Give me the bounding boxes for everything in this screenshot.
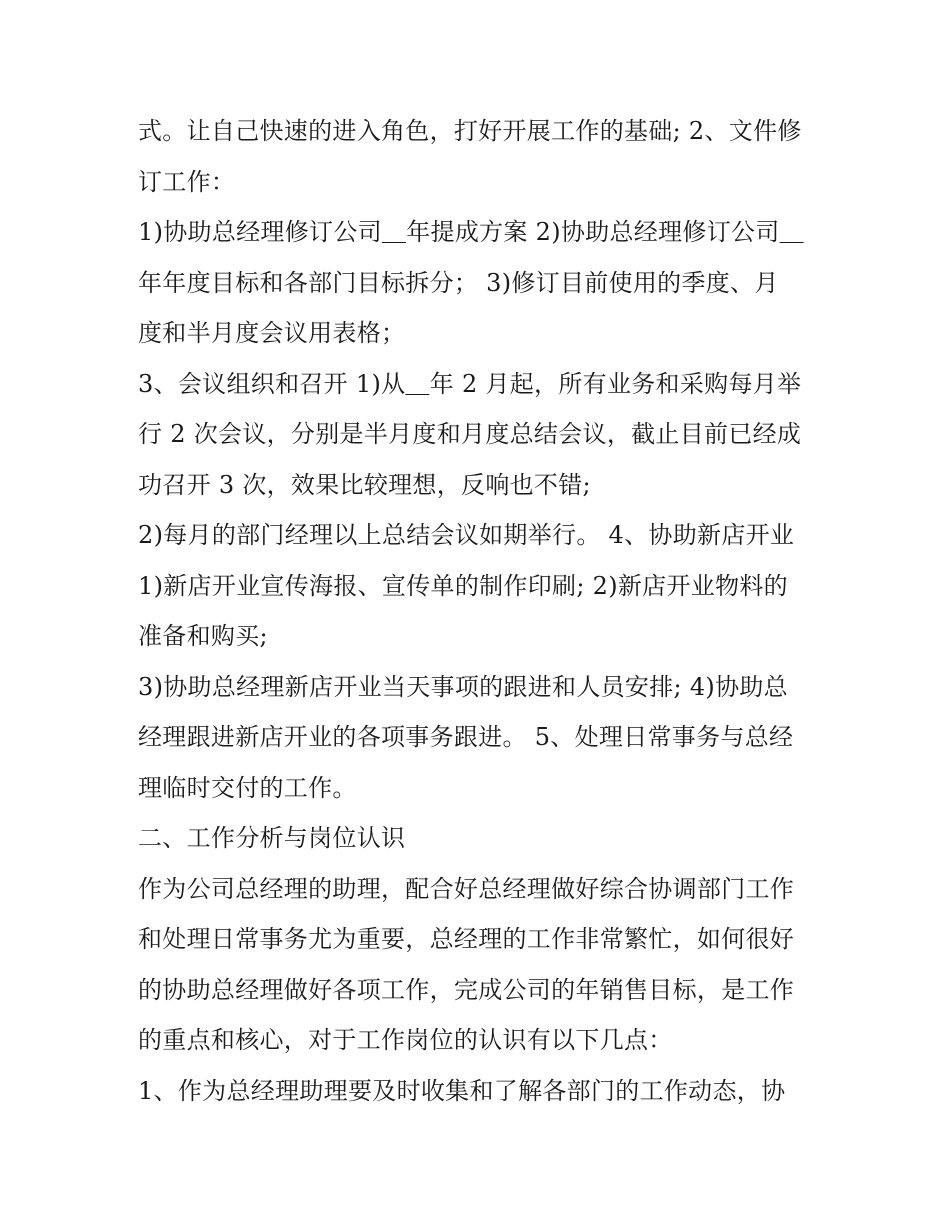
- text-line: 准备和购买;: [138, 622, 268, 650]
- text-line: 1)协助总经理修订公司＿年提成方案 2)协助总经理修订公司＿: [138, 218, 804, 246]
- text-line: 1、作为总经理助理要及时收集和了解各部门的工作动态，协: [138, 1076, 786, 1105]
- text-line: 1)新店开业宣传海报、宣传单的制作印刷; 2)新店开业物料的: [138, 571, 788, 600]
- text-line: 的协助总经理做好各项工作，完成公司的年销售目标，是工作: [138, 975, 795, 1004]
- text-line: 订工作：: [138, 167, 236, 196]
- text-line: 经理跟进新店开业的各项事务跟进。 5、处理日常事务与总经: [138, 723, 794, 751]
- text-line: 作为公司总经理的助理，配合好总经理做好综合协调部门工作: [138, 874, 795, 903]
- text-line: 的重点和核心，对于工作岗位的认识有以下几点：: [138, 1026, 673, 1054]
- text-line: 3、会议组织和召开 1)从＿年 2 月起，所有业务和采购每月举: [138, 369, 802, 398]
- text-line: 2)每月的部门经理以上总结会议如期举行。 4、协助新店开业: [138, 521, 795, 549]
- text-line: 式。让自己快速的进入角色，打好开展工作的基础; 2、文件修: [138, 117, 802, 145]
- text-line: 行 2 次会议，分别是半月度和月度总结会议，截止目前已经成: [138, 420, 802, 448]
- text-line: 功召开 3 次，效果比较理想，反响也不错;: [138, 470, 591, 499]
- section-heading: 二、工作分析与岗位认识: [138, 824, 406, 852]
- text-line: 理临时交付的工作。: [138, 773, 357, 802]
- text-line: 度和半月度会议用表格；: [138, 319, 406, 347]
- document-body: [138, 106, 818, 1116]
- text-line: 3)协助总经理新店开业当天事项的跟进和人员安排; 4)协助总: [138, 672, 788, 701]
- text-line: 年年度目标和各部门目标拆分； 3)修订目前使用的季度、月: [138, 268, 779, 297]
- text-line: 和处理日常事务尤为重要，总经理的工作非常繁忙，如何很好: [138, 925, 795, 953]
